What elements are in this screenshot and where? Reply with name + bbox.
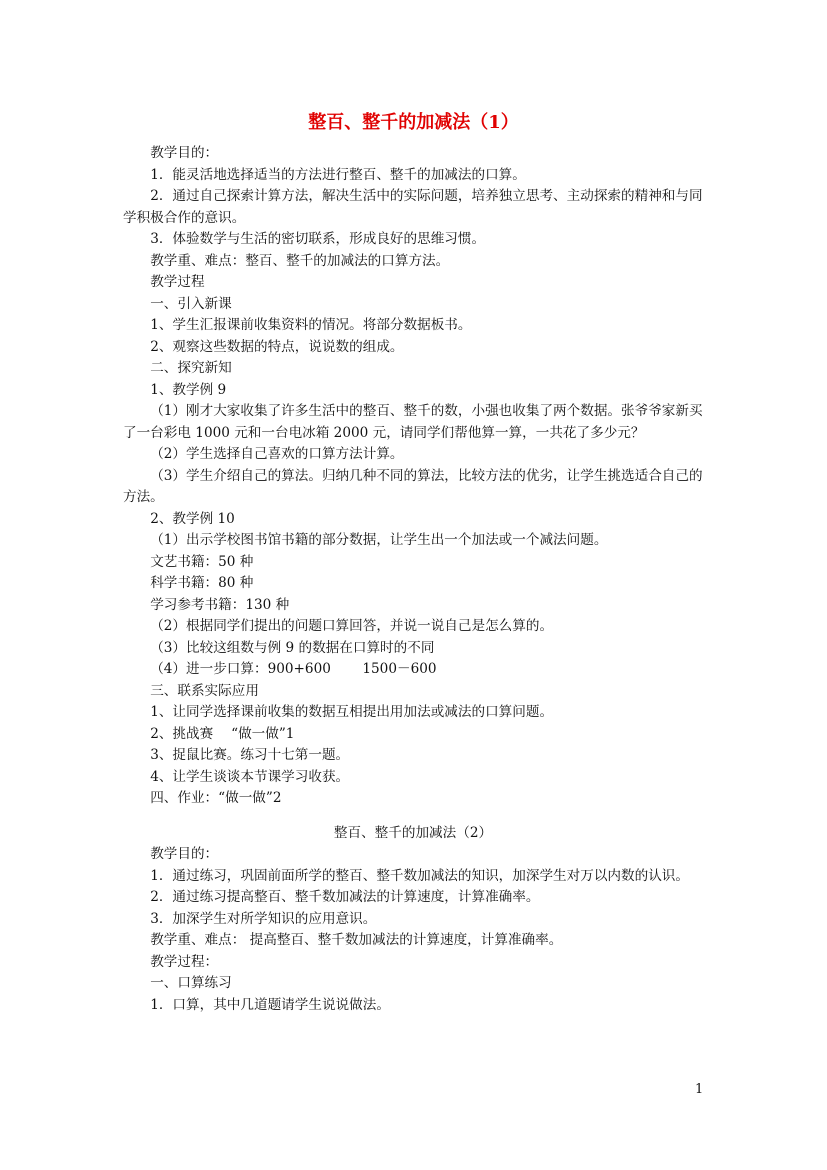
paragraph: 2．通过练习提高整百、整千数加减法的计算速度，计算准确率。: [150, 889, 540, 905]
paragraph: 教学目的：: [150, 846, 219, 862]
paragraph: 二、探究新知: [150, 360, 232, 376]
paragraph: 3．体验数学与生活的密切联系，形成良好的思维习惯。: [150, 231, 486, 247]
paragraph: 2．通过自己探索计算方法，解决生活中的实际问题，培养独立思考、主动探索的精神和与同学积极合作的意识。: [123, 188, 703, 226]
paragraph: 一、引入新课: [150, 295, 232, 312]
paragraph: （3）学生介绍自己的算法。归纳几种不同的算法，比较方法的优劣，让学生挑选适合自己的方法。: [123, 467, 703, 505]
paragraph: 2、教学例 10: [150, 510, 235, 527]
paragraph: 四、作业：“做一做”2: [150, 790, 282, 806]
lesson-1-body: [123, 143, 703, 810]
paragraph: 1、学生汇报课前收集资料的情况。将部分数据板书。: [150, 317, 472, 333]
paragraph: 1．能灵活地选择适当的方法进行整百、整千的加减法的口算。: [150, 166, 526, 183]
paragraph: 1．通过练习，巩固前面所学的整百、整千数加减法的知识，加深学生对万以内数的认识。: [150, 867, 689, 884]
paragraph: （4）进一步口算：900+600 1500－600: [150, 661, 437, 677]
paragraph: （2）学生选择自己喜欢的口算方法计算。: [150, 446, 404, 462]
paragraph: 1、教学例 9: [150, 381, 227, 398]
paragraph: 1、让同学选择课前收集的数据互相提出用加法或减法的口算问题。: [150, 704, 554, 720]
paragraph: 一、口算练习: [150, 975, 232, 991]
paragraph: 三、联系实际应用: [150, 682, 259, 699]
paragraph: （1）出示学校图书馆书籍的部分数据，让学生出一个加法或一个减法问题。: [150, 532, 608, 548]
paragraph: 文艺书籍：50 种: [150, 553, 254, 570]
paragraph: 科学书籍：80 种: [150, 575, 254, 591]
paragraph: 2、挑战赛 “做一做”1: [150, 725, 295, 742]
paragraph: 3．加深学生对所学知识的应用意识。: [150, 910, 377, 927]
paragraph: （1）刚才大家收集了许多生活中的整百、整千的数，小强也收集了两个数据。张爷爷家新买了一台彩电 1000 元和一台电冰箱 2000 元，请同学们帮他算一算，一共花了多少元？: [123, 403, 703, 441]
paragraph: 教学重、难点：整百、整千的加减法的口算方法。: [150, 252, 450, 269]
lesson-1-title: 整百、整千的加减法（1）: [308, 112, 519, 133]
paragraph: 教学目的：: [150, 145, 219, 161]
paragraph: 教学过程：: [150, 953, 219, 970]
paragraph: （3）比较这组数与例 9 的数据在口算时的不同: [150, 639, 435, 656]
paragraph: （2）根据同学们提出的问题口算回答，并说一说自己是怎么算的。: [150, 618, 554, 634]
lesson-2-title: 整百、整千的加减法（2）: [333, 824, 493, 841]
paragraph: 4、让学生谈谈本节课学习收获。: [150, 768, 350, 785]
paragraph: 教学过程: [150, 274, 205, 290]
page-number: 1: [695, 1082, 704, 1097]
paragraph: 教学重、难点： 提高整百、整千数加减法的计算速度，计算准确率。: [150, 932, 563, 948]
document-body: [123, 143, 703, 1016]
lesson-2-body: [123, 844, 703, 1016]
paragraph: 1．口算，其中几道题请学生说说做法。: [150, 996, 390, 1013]
paragraph: 学习参考书籍：130 种: [150, 596, 290, 613]
paragraph: 2、观察这些数据的特点，说说数的组成。: [150, 338, 404, 355]
paragraph: 3、捉鼠比赛。练习十七第一题。: [150, 747, 350, 763]
